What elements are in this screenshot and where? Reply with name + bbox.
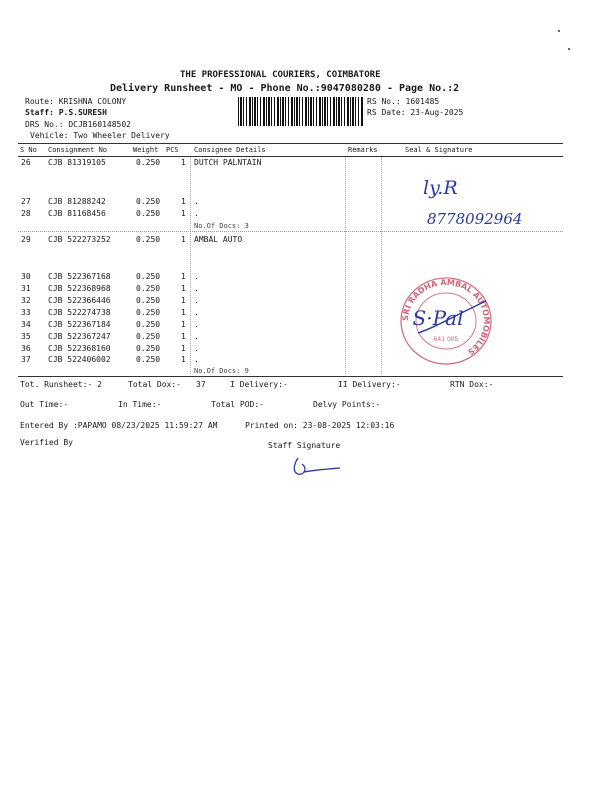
row-sno: 27 — [21, 197, 31, 206]
row-consignment: CJB 81319105 — [48, 158, 106, 167]
row-pcs: 1 — [181, 355, 186, 364]
row-weight: 0.250 — [136, 308, 161, 317]
col-consignment: Consignment No — [48, 146, 108, 154]
col-remarks: Remarks — [348, 146, 378, 154]
row-consignment: CJB 522368160 — [48, 344, 111, 353]
row-sno: 36 — [21, 344, 31, 353]
stamp-signature: S·Pal — [412, 306, 464, 330]
row-weight: 0.250 — [136, 235, 161, 244]
rubber-stamp — [396, 275, 496, 367]
staff-label: Staff: P.S.SURESH — [25, 108, 107, 117]
row-consignee: DUTCH PALNTAIN — [194, 158, 262, 167]
row-sno: 28 — [21, 209, 31, 218]
row-consignee: . — [194, 284, 199, 293]
row-pcs: 1 — [181, 235, 186, 244]
row-pcs: 1 — [181, 209, 186, 218]
row-pcs: 1 — [181, 320, 186, 329]
row-consignee: . — [194, 320, 199, 329]
verified-by: Verified By — [20, 438, 73, 447]
col-sno: S No — [20, 146, 37, 154]
row-consignment: CJB 522366446 — [48, 296, 111, 305]
table-row — [0, 308, 600, 319]
barcode — [238, 97, 364, 126]
row-consignment: CJB 522274738 — [48, 308, 111, 317]
row-weight: 0.250 — [136, 284, 161, 293]
company-title: THE PROFESSIONAL COURIERS, COIMBATORE — [180, 70, 381, 80]
table-row — [0, 332, 600, 343]
i-delivery: I Delivery:- — [230, 380, 288, 389]
row-pcs: 1 — [181, 197, 186, 206]
vehicle-label: Vehicle: Two Wheeler Delivery — [30, 131, 170, 140]
table-row — [0, 296, 600, 307]
row-consignee: . — [194, 272, 199, 281]
entered-by: Entered By :PAPAMO 08/23/2025 11:59:27 AM — [20, 421, 218, 430]
row-consignment: CJB 522367247 — [48, 332, 111, 341]
ii-delivery: II Delivery:- — [338, 380, 401, 389]
table-row — [0, 344, 600, 355]
row-sno: 33 — [21, 308, 31, 317]
handwritten-signature — [405, 172, 535, 234]
total-dox-label: Total Dox:- — [128, 380, 181, 389]
stamp-ring-text: SRI RADHA AMBAL AUTOMOBILES — [400, 277, 492, 357]
stamp-pin: 641 005 — [433, 336, 459, 343]
scan-speck — [568, 48, 570, 50]
staff-signature-label: Staff Signature — [268, 441, 341, 450]
row-sno: 35 — [21, 332, 31, 341]
row-sno: 29 — [21, 235, 31, 244]
row-consignee: . — [194, 296, 199, 305]
table-row — [0, 272, 600, 283]
row-pcs: 1 — [181, 272, 186, 281]
row-sno: 37 — [21, 355, 31, 364]
drs-number: DRS No.: DCJB160148502 — [25, 120, 131, 129]
table-row — [0, 158, 600, 169]
delvy-points: Delvy Points:- — [313, 400, 381, 409]
row-consignment: CJB 81168456 — [48, 209, 106, 218]
route-label: Route: KRISHNA COLONY — [25, 97, 127, 106]
out-time: Out Time:- — [20, 400, 69, 409]
row-pcs: 1 — [181, 332, 186, 341]
row-pcs: 1 — [181, 284, 186, 293]
table-row — [0, 355, 600, 366]
row-consignee: . — [194, 209, 199, 218]
col-weight: Weight — [133, 146, 159, 154]
row-consignee: . — [194, 355, 199, 364]
docs-count-note: No.Of Docs: 9 — [194, 367, 249, 375]
row-sno: 34 — [21, 320, 31, 329]
row-pcs: 1 — [181, 296, 186, 305]
row-weight: 0.250 — [136, 355, 161, 364]
row-sno: 32 — [21, 296, 31, 305]
row-pcs: 1 — [181, 308, 186, 317]
row-consignee: AMBAL AUTO — [194, 235, 243, 244]
row-consignee: . — [194, 197, 199, 206]
row-weight: 0.250 — [136, 332, 161, 341]
row-weight: 0.250 — [136, 344, 161, 353]
runsheet-subtitle: Delivery Runsheet - MO - Phone No.:9047080280 - Page No.:2 — [110, 83, 460, 94]
row-pcs: 1 — [181, 344, 186, 353]
col-consignee: Consignee Details — [194, 146, 266, 154]
table-row — [0, 284, 600, 295]
row-weight: 0.250 — [136, 320, 161, 329]
row-consignment: CJB 81288242 — [48, 197, 106, 206]
row-weight: 0.250 — [136, 209, 161, 218]
row-consignment: CJB 522406002 — [48, 355, 111, 364]
row-consignment: CJB 522368968 — [48, 284, 111, 293]
row-consignment: CJB 522273252 — [48, 235, 111, 244]
signature-phone: 8778092964 — [427, 210, 523, 228]
row-consignee: . — [194, 308, 199, 317]
row-consignment: CJB 522367168 — [48, 272, 111, 281]
row-weight: 0.250 — [136, 296, 161, 305]
table-row — [0, 235, 600, 246]
total-dox-value: 37 — [196, 380, 206, 389]
row-weight: 0.250 — [136, 197, 161, 206]
row-weight: 0.250 — [136, 158, 161, 167]
in-time: In Time:- — [118, 400, 162, 409]
rs-number: RS No.: 1601485 — [367, 97, 440, 106]
row-consignee: . — [194, 332, 199, 341]
col-pcs: PCS — [166, 146, 179, 154]
scan-speck — [558, 30, 560, 32]
signature-name: ly.R — [423, 177, 458, 199]
docs-count-note: No.Of Docs: 3 — [194, 222, 249, 230]
row-consignment: CJB 522367184 — [48, 320, 111, 329]
tot-runsheet: Tot. Runsheet:- 2 — [20, 380, 102, 389]
row-pcs: 1 — [181, 158, 186, 167]
row-weight: 0.250 — [136, 272, 161, 281]
col-seal: Seal & Signature — [405, 146, 473, 154]
printed-on: Printed on: 23-08-2025 12:03:16 — [245, 421, 395, 430]
rs-date: RS Date: 23-Aug-2025 — [367, 108, 464, 117]
staff-signature-scribble — [288, 452, 344, 480]
row-sno: 30 — [21, 272, 31, 281]
row-sno: 31 — [21, 284, 31, 293]
total-pod: Total POD:- — [211, 400, 264, 409]
rtn-dox: RTN Dox:- — [450, 380, 494, 389]
table-row — [0, 320, 600, 331]
row-sno: 26 — [21, 158, 31, 167]
row-consignee: . — [194, 344, 199, 353]
